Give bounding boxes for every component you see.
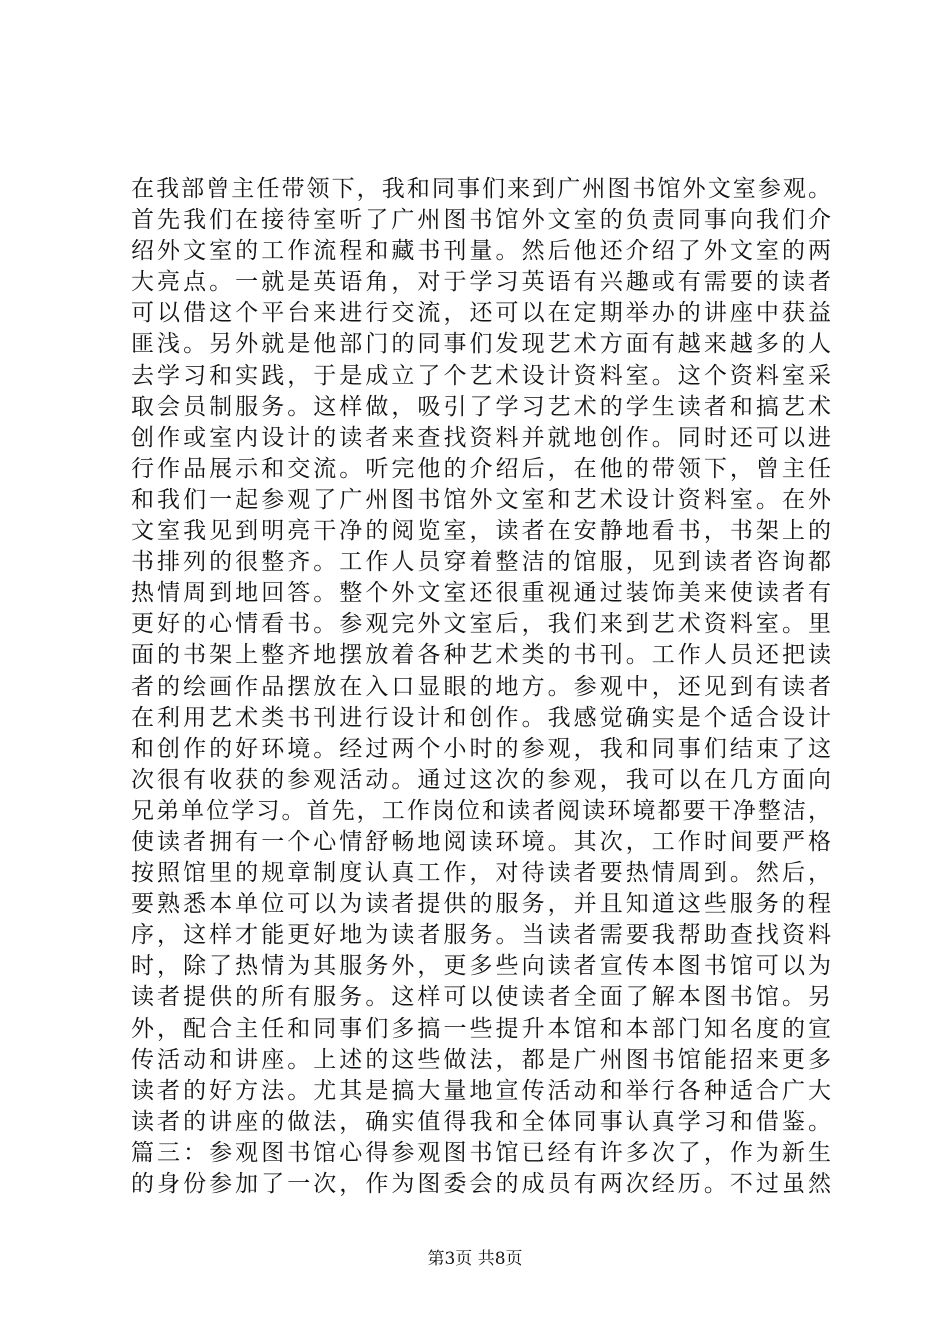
text-line: 匪浅。另外就是他部门的同事们发现艺术方面有越来越多的人 — [131, 331, 831, 358]
text-line: 次很有收获的参观活动。通过这次的参观，我可以在几方面向 — [131, 766, 831, 793]
text-line: 和创作的好环境。经过两个小时的参观，我和同事们结束了这 — [131, 735, 831, 762]
text-line: 行作品展示和交流。听完他的介绍后，在他的带领下，曾主任 — [131, 455, 831, 482]
text-line: 面的书架上整齐地摆放着各种艺术类的书刊。工作人员还把读 — [131, 642, 831, 669]
text-line: 使读者拥有一个心情舒畅地阅读环境。其次，工作时间要严格 — [131, 828, 831, 855]
body-text — [131, 174, 831, 1200]
text-line: 大亮点。一就是英语角，对于学习英语有兴趣或有需要的读者 — [131, 269, 831, 296]
text-line: 按照馆里的规章制度认真工作，对待读者要热情周到。然后， — [131, 860, 831, 887]
text-line: 文室我见到明亮干净的阅览室，读者在安静地看书，书架上的 — [131, 518, 831, 545]
text-line: 热情周到地回答。整个外文室还很重视通过装饰美来使读者有 — [131, 580, 831, 607]
text-line: 序，这样才能更好地为读者服务。当读者需要我帮助查找资料 — [131, 922, 831, 949]
text-line: 外，配合主任和同事们多搞一些提升本馆和本部门知名度的宣 — [131, 1015, 831, 1042]
text-line: 读者的好方法。尤其是搞大量地宣传活动和举行各种适合广大 — [131, 1077, 831, 1104]
text-line: 兄弟单位学习。首先，工作岗位和读者阅读环境都要干净整洁， — [131, 797, 831, 824]
text-line: 创作或室内设计的读者来查找资料并就地创作。同时还可以进 — [131, 424, 831, 451]
text-line: 读者的讲座的做法，确实值得我和全体同事认真学习和借鉴。 — [131, 1108, 831, 1135]
text-line: 书排列的很整齐。工作人员穿着整洁的馆服，见到读者咨询都 — [131, 549, 831, 576]
text-line: 首先我们在接待室听了广州图书馆外文室的负责同事向我们介 — [131, 207, 831, 234]
text-line: 要熟悉本单位可以为读者提供的服务，并且知道这些服务的程 — [131, 891, 831, 918]
text-line: 更好的心情看书。参观完外文室后，我们来到艺术资料室。里 — [131, 611, 831, 638]
text-line: 绍外文室的工作流程和藏书刊量。然后他还介绍了外文室的两 — [131, 238, 831, 265]
text-line: 在利用艺术类书刊进行设计和创作。我感觉确实是个适合设计 — [131, 704, 831, 731]
text-line: 可以借这个平台来进行交流，还可以在定期举办的讲座中获益 — [131, 300, 831, 327]
text-line: 传活动和讲座。上述的这些做法，都是广州图书馆能招来更多 — [131, 1046, 831, 1073]
text-line: 的身份参加了一次，作为图委会的成员有两次经历。不过虽然 — [131, 1171, 831, 1197]
text-line: 和我们一起参观了广州图书馆外文室和艺术设计资料室。在外 — [131, 486, 831, 513]
text-line: 在我部曾主任带领下，我和同事们来到广州图书馆外文室参观。 — [131, 176, 831, 202]
text-line: 去学习和实践，于是成立了个艺术设计资料室。这个资料室采 — [131, 362, 831, 389]
text-line: 者的绘画作品摆放在入口显眼的地方。参观中，还见到有读者 — [131, 673, 831, 700]
text-line: 篇三：参观图书馆心得参观图书馆已经有许多次了，作为新生 — [131, 1139, 831, 1166]
text-line: 读者提供的所有服务。这样可以使读者全面了解本图书馆。另 — [131, 984, 831, 1011]
text-line: 取会员制服务。这样做，吸引了学习艺术的学生读者和搞艺术 — [131, 393, 831, 420]
page-footer: 第3页 共8页 — [427, 1249, 523, 1269]
text-line: 时，除了热情为其服务外，更多些向读者宣传本图书馆可以为 — [131, 953, 831, 980]
